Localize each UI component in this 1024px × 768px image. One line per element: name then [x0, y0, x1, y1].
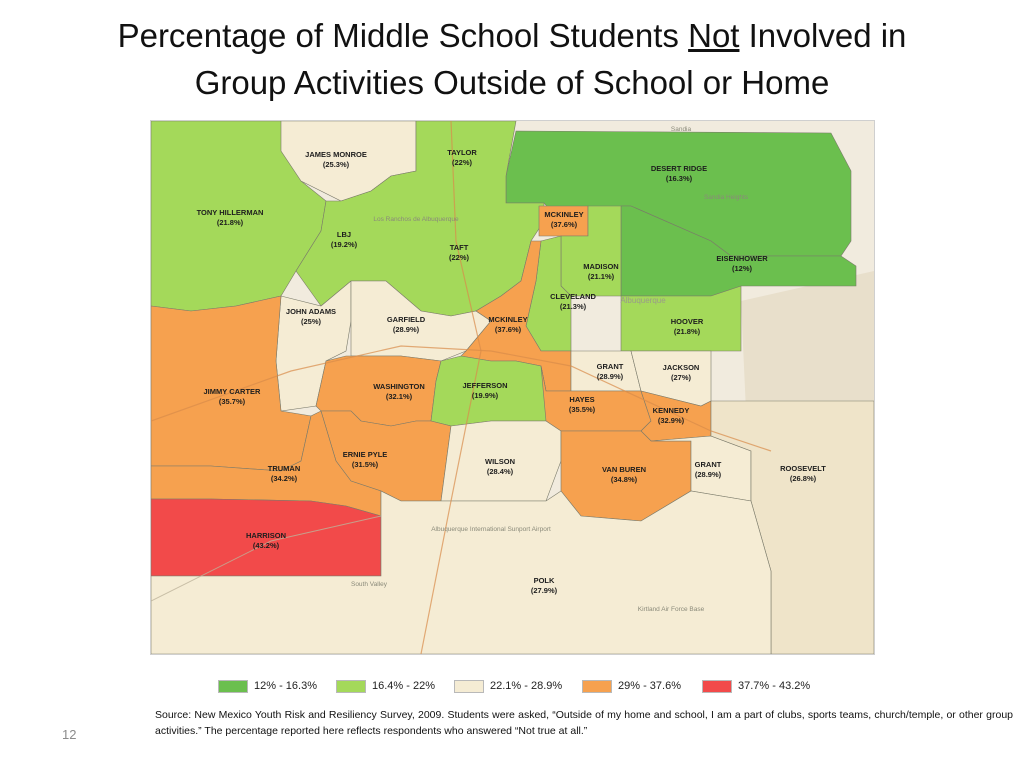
label-van-buren: VAN BUREN	[601, 465, 647, 474]
legend-item	[702, 679, 810, 693]
value-grant-north: (28.9%)	[596, 372, 624, 381]
label-mckinley-south: MCKINLEY	[488, 315, 528, 324]
legend-item	[336, 679, 435, 693]
value-lbj: (19.2%)	[330, 240, 358, 249]
value-cleveland: (21.3%)	[559, 302, 587, 311]
label-hayes: HAYES	[569, 395, 595, 404]
legend-item	[454, 679, 562, 693]
label-john-adams: JOHN ADAMS	[285, 307, 337, 316]
title-part2: Involved in	[739, 17, 907, 54]
place-label: South Valley	[350, 581, 388, 588]
legend-label: 22.1% - 28.9%	[490, 680, 563, 692]
label-james-monroe: JAMES MONROE	[305, 150, 367, 159]
label-taylor: TAYLOR	[447, 148, 477, 157]
value-eisenhower: (12%)	[731, 264, 753, 273]
value-madison: (21.1%)	[587, 272, 615, 281]
value-truman: (34.2%)	[270, 474, 298, 483]
title-emphasis: Not	[688, 17, 740, 54]
value-taylor: (22%)	[451, 158, 473, 167]
legend-swatch-cream	[454, 680, 484, 693]
label-lbj: LBJ	[336, 230, 352, 239]
label-ernie-pyle: ERNIE PYLE	[342, 450, 388, 459]
value-roosevelt: (26.8%)	[789, 474, 817, 483]
title-line2: Group Activities Outside of School or Home	[194, 64, 830, 101]
place-label: Albuquerque	[620, 296, 666, 305]
value-john-adams: (25%)	[300, 317, 322, 326]
label-hoover: HOOVER	[670, 317, 704, 326]
label-grant-north: GRANT	[596, 362, 624, 371]
value-hayes: (35.5%)	[568, 405, 596, 414]
value-wilson: (28.4%)	[486, 467, 514, 476]
value-jimmy-carter: (35.7%)	[218, 397, 246, 406]
label-madison: MADISON	[583, 262, 619, 271]
label-grant-south: GRANT	[694, 460, 722, 469]
value-tony-hillerman: (21.8%)	[216, 218, 244, 227]
label-washington: WASHINGTON	[373, 382, 425, 391]
page-number: 12	[62, 727, 77, 742]
legend-label: 37.7% - 43.2%	[738, 680, 811, 692]
value-taft: (22%)	[448, 253, 470, 262]
value-james-monroe: (25.3%)	[322, 160, 350, 169]
label-tony-hillerman: TONY HILLERMAN	[196, 208, 264, 217]
place-label: Sandia Heights	[703, 194, 749, 201]
label-cleveland: CLEVELAND	[550, 292, 596, 301]
label-wilson: WILSON	[485, 457, 515, 466]
value-garfield: (28.9%)	[392, 325, 420, 334]
label-polk: POLK	[533, 576, 555, 585]
label-jackson: JACKSON	[662, 363, 700, 372]
value-washington: (32.1%)	[385, 392, 413, 401]
label-garfield: GARFIELD	[386, 315, 426, 324]
value-hoover: (21.8%)	[673, 327, 701, 336]
value-van-buren: (34.8%)	[610, 475, 638, 484]
label-mckinley-north: MCKINLEY	[544, 210, 584, 219]
legend-swatch-orange	[582, 680, 612, 693]
label-taft: TAFT	[449, 243, 469, 252]
title-part1: Percentage of Middle School Students	[117, 17, 689, 54]
value-desert-ridge: (16.3%)	[665, 174, 693, 183]
value-kennedy: (32.9%)	[657, 416, 685, 425]
legend-swatch-light-green	[336, 680, 366, 693]
slide-title	[20, 12, 1004, 106]
legend-item	[218, 679, 317, 693]
value-mckinley-north: (37.6%)	[550, 220, 578, 229]
place-label: Sandia	[670, 126, 692, 133]
legend	[218, 679, 838, 695]
label-jimmy-carter: JIMMY CARTER	[203, 387, 261, 396]
legend-item	[582, 679, 681, 693]
label-roosevelt: ROOSEVELT	[780, 464, 826, 473]
legend-label: 12% - 16.3%	[254, 680, 317, 692]
legend-label: 16.4% - 22%	[372, 680, 435, 692]
value-harrison: (43.2%)	[252, 541, 280, 550]
value-ernie-pyle: (31.5%)	[351, 460, 379, 469]
value-polk: (27.9%)	[530, 586, 558, 595]
place-label: Kirtland Air Force Base	[637, 606, 705, 613]
place-label: Albuquerque International Sunport Airport	[431, 526, 551, 533]
place-label: Los Ranchos de Albuquerque	[373, 216, 459, 223]
legend-label: 29% - 37.6%	[618, 680, 681, 692]
value-jackson: (27%)	[670, 373, 692, 382]
label-kennedy: KENNEDY	[652, 406, 690, 415]
label-truman: TRUMAN	[267, 464, 301, 473]
source-note: Source: New Mexico Youth Risk and Resiliency Survey, 2009. Students were asked, “Outside of my home and school, I am a part of clubs, sports teams, church/temple, or other group activities.” The percentage reported here reflects respondents who answered “Not true at all.”	[155, 709, 1013, 737]
district-map	[150, 120, 875, 655]
value-mckinley-south: (37.6%)	[494, 325, 522, 334]
label-desert-ridge: DESERT RIDGE	[650, 164, 708, 173]
label-jefferson: JEFFERSON	[462, 381, 508, 390]
label-harrison: HARRISON	[245, 531, 287, 540]
value-grant-south: (28.9%)	[694, 470, 722, 479]
value-jefferson: (19.9%)	[471, 391, 499, 400]
label-eisenhower: EISENHOWER	[716, 254, 768, 263]
district-map-svg	[151, 121, 874, 654]
legend-swatch-dark-green	[218, 680, 248, 693]
legend-swatch-red	[702, 680, 732, 693]
